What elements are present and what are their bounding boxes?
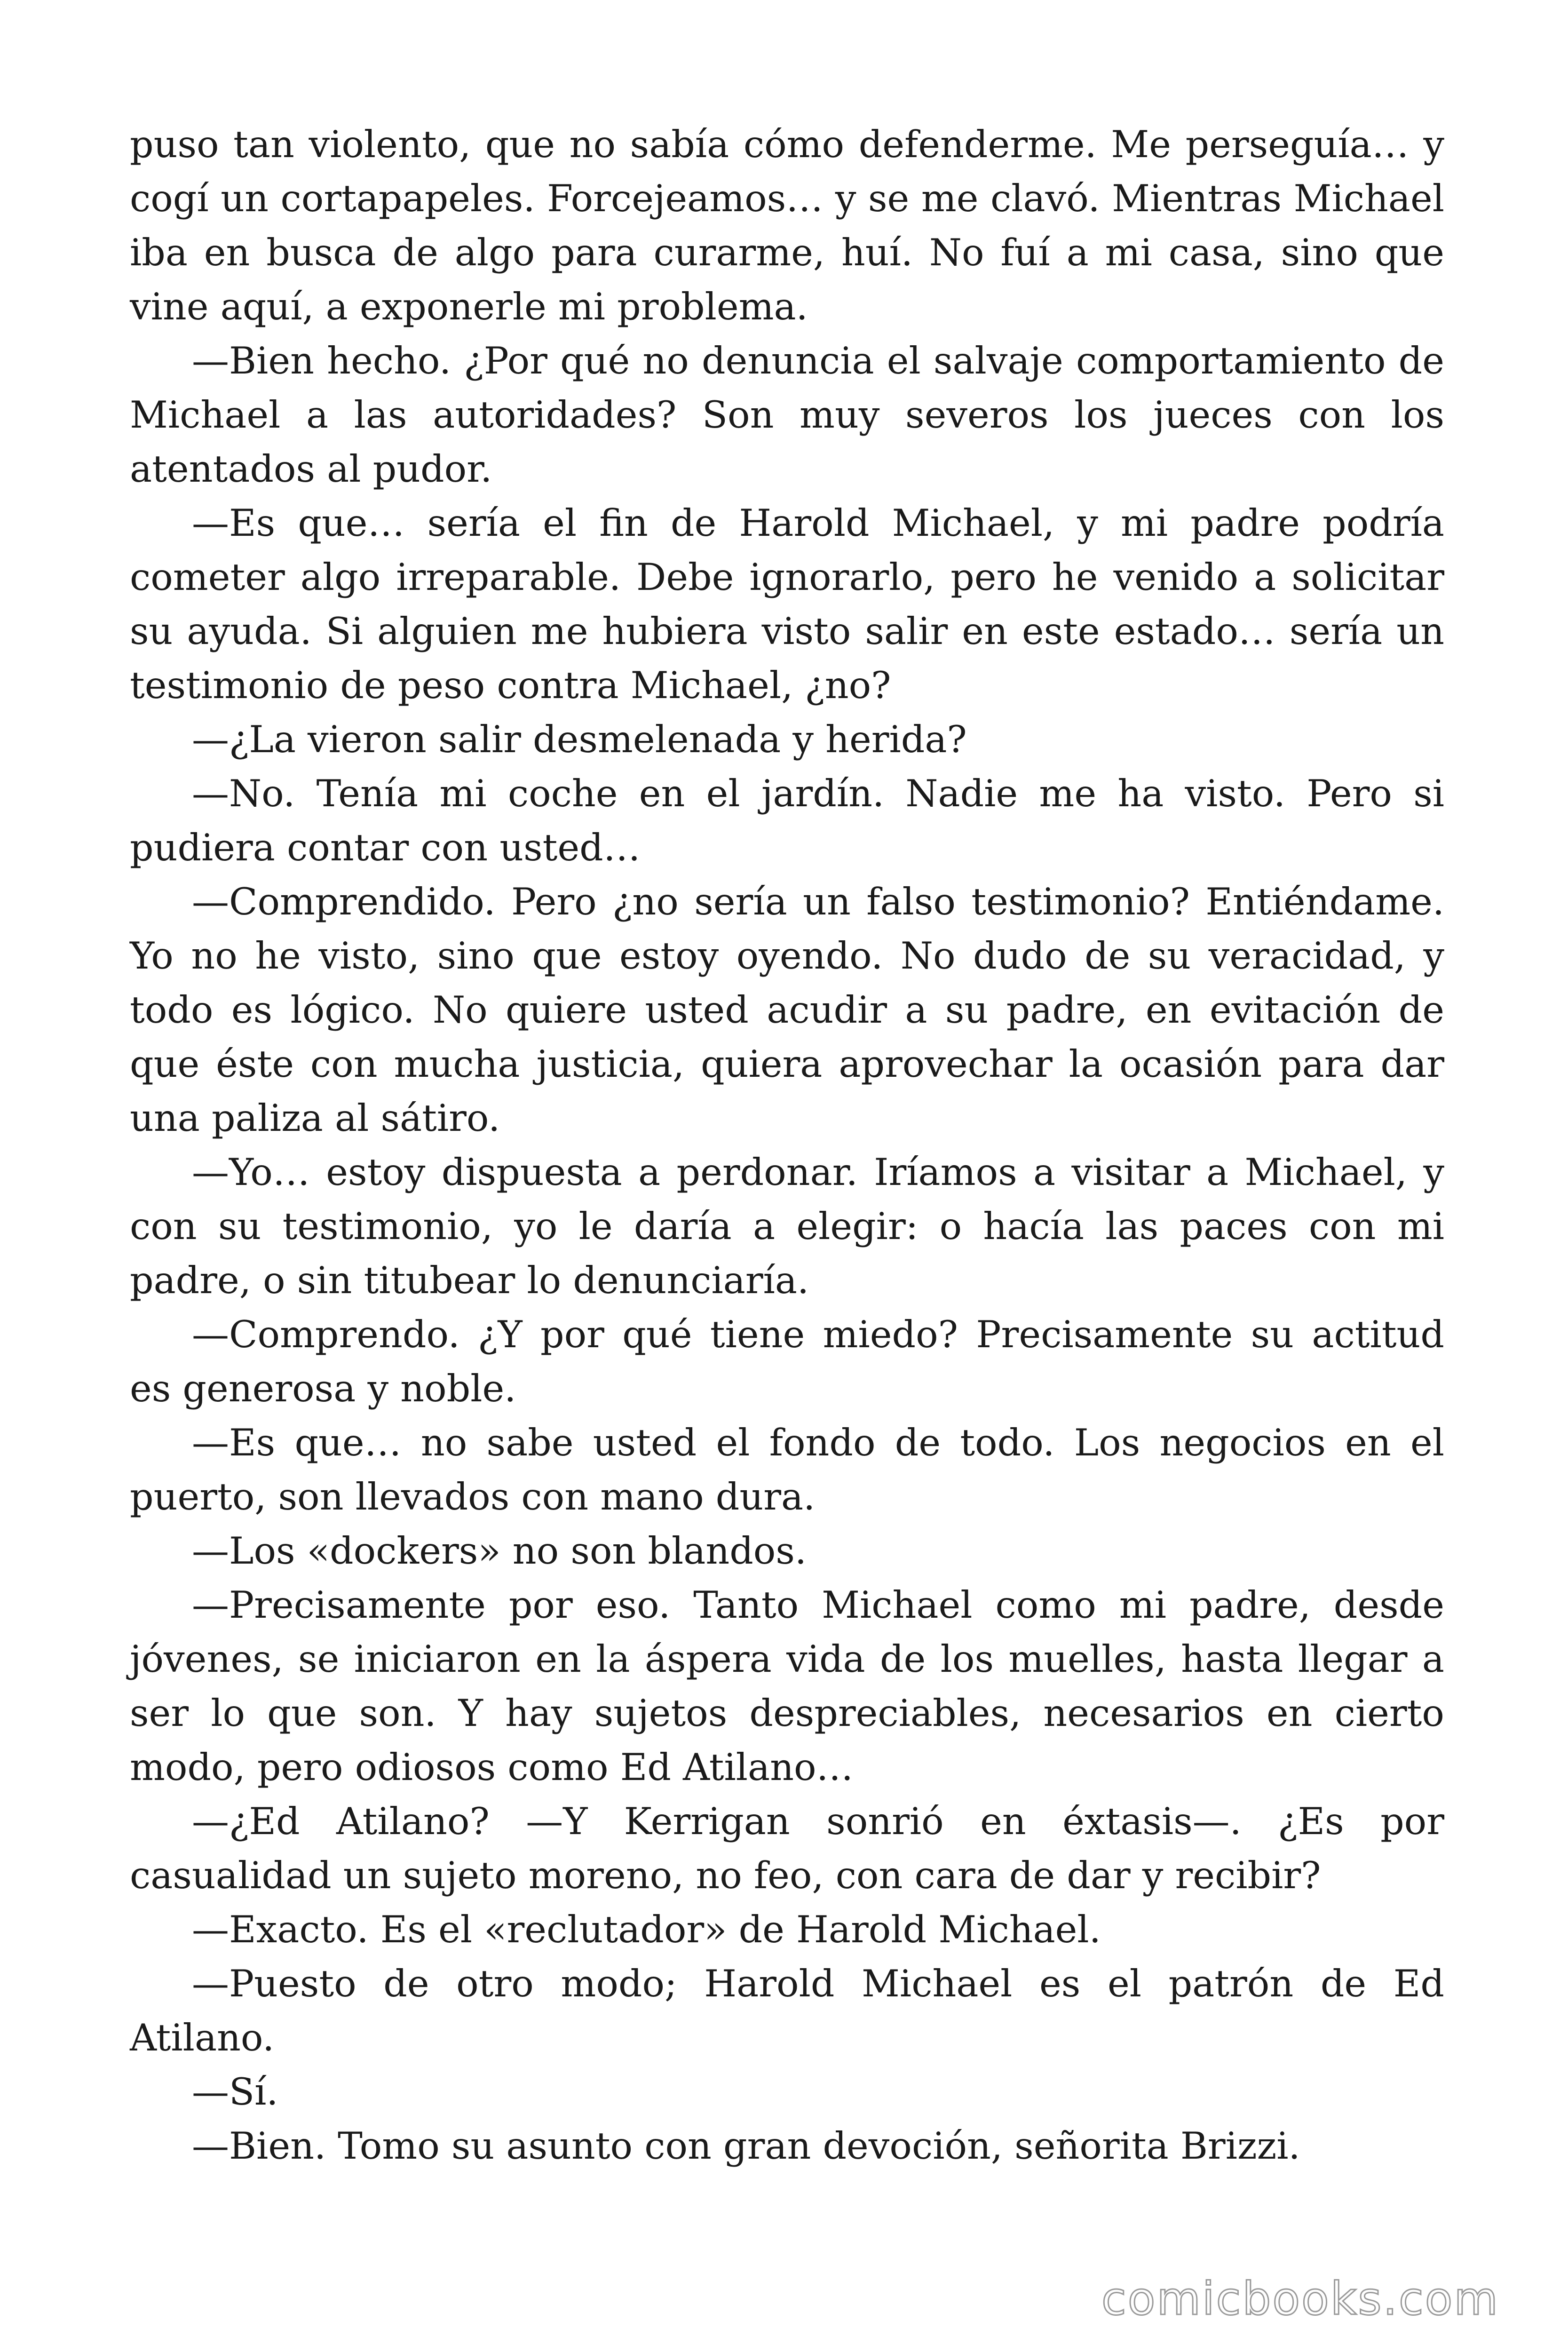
paragraph-4: —¿La vieron salir desmelenada y herida? bbox=[192, 718, 967, 761]
paragraph-1: puso tan violento, que no sabía cómo defenderme. Me perseguía… y cogí un cortapapeles. Forcejeamos… y se me clavó. Mientras Michael iba en busca de algo para curarme, huí. No fuí a mi casa, sino que vine aquí, a exponerle mi problema. bbox=[130, 123, 1444, 328]
paragraph-7: —Yo… estoy dispuesta a perdonar. Iríamos a visitar a Michael, y con su testimonio, yo le daría a elegir: o hacía las paces con mi padre, o sin titubear lo denunciaría. bbox=[130, 1151, 1444, 1302]
paragraph-9: —Es que… no sabe usted el fondo de todo. Los negocios en el puerto, son llevados con mano dura. bbox=[130, 1421, 1444, 1518]
watermark-text: comicbooks.com bbox=[1101, 2273, 1499, 2325]
paragraph-8: —Comprendo. ¿Y por qué tiene miedo? Precisamente su actitud es generosa y noble. bbox=[130, 1313, 1444, 1410]
paragraph-13: —Exacto. Es el «reclutador» de Harold Michael. bbox=[192, 1908, 1101, 1951]
paragraph-10: —Los «dockers» no son blandos. bbox=[192, 1529, 807, 1573]
paragraph-15: —Sí. bbox=[192, 2070, 278, 2114]
paragraph-2: —Bien hecho. ¿Por qué no denuncia el salvaje comportamiento de Michael a las autoridades? Son muy severos los jueces con los atentados al pudor. bbox=[130, 339, 1444, 491]
paragraph-14: —Puesto de otro modo; Harold Michael es el patrón de Ed Atilano. bbox=[130, 1962, 1444, 2059]
paragraph-11: —Precisamente por eso. Tanto Michael como mi padre, desde jóvenes, se iniciaron en la áspera vida de los muelles, hasta llegar a ser lo que son. Y hay sujetos despreciables, necesarios en cierto modo, pero odiosos como Ed Atilano… bbox=[130, 1583, 1444, 1789]
page-body-text bbox=[130, 118, 1444, 2173]
paragraph-12: —¿Ed Atilano? —Y Kerrigan sonrió en éxtasis—. ¿Es por casualidad un sujeto moreno, no feo, con cara de dar y recibir? bbox=[130, 1800, 1444, 1897]
paragraph-3: —Es que… sería el fin de Harold Michael, y mi padre podría cometer algo irreparable. Debe ignorarlo, pero he venido a solicitar su ayuda. Si alguien me hubiera visto salir en este estado… sería un testimonio de peso contra Michael, ¿no? bbox=[130, 501, 1444, 707]
paragraph-5: —No. Tenía mi coche en el jardín. Nadie me ha visto. Pero si pudiera contar con usted… bbox=[130, 772, 1444, 869]
paragraph-6: —Comprendido. Pero ¿no sería un falso testimonio? Entiéndame. Yo no he visto, sino que estoy oyendo. No dudo de su veracidad, y todo es lógico. No quiere usted acudir a su padre, en evitación de que éste con mucha justicia, quiera aprovechar la ocasión para dar una paliza al sátiro. bbox=[130, 880, 1444, 1140]
paragraph-16: —Bien. Tomo su asunto con gran devoción, señorita Brizzi. bbox=[192, 2124, 1300, 2168]
